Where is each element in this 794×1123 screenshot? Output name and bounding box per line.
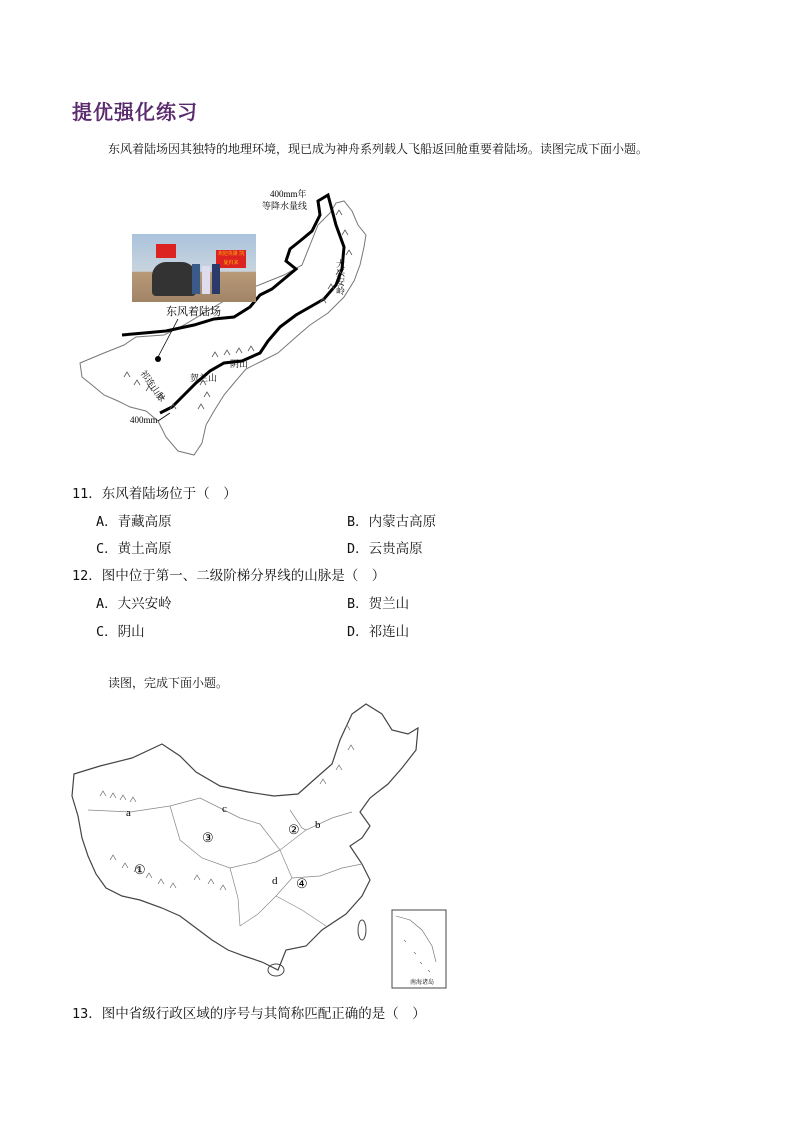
landing-site-dot — [155, 356, 161, 362]
map-inner-mongolia — [74, 185, 374, 465]
label-c: c — [222, 803, 227, 815]
isohyet-label-2: 等降水量线 — [262, 201, 308, 211]
intro-2: 读图，完成下面小题。 — [108, 676, 229, 690]
question-12-stem: 12．图中位于第一、二级阶梯分界线的山脉是（ ） — [72, 568, 386, 584]
question-12-option-c[interactable]: C．阴山 — [96, 624, 145, 640]
inset-label: 南海诸岛 — [410, 980, 435, 986]
south-china-sea-inset — [392, 910, 446, 988]
isohyet-label-1: 400mm年 — [270, 189, 307, 199]
question-11-stem: 11．东风着陆场位于（ ） — [72, 486, 237, 502]
label-1: ① — [134, 862, 146, 877]
question-12-option-b[interactable]: B．贺兰山 — [347, 596, 410, 612]
label-qilianshan: 祁连山脉 — [138, 368, 168, 404]
return-capsule — [152, 262, 196, 296]
label-landing-site: 东风着陆场 — [166, 306, 221, 318]
label-2: ② — [288, 822, 300, 837]
question-13-stem: 13．图中省级行政区域的序号与其简称匹配正确的是（ ） — [72, 1006, 426, 1022]
label-4: ④ — [296, 876, 308, 891]
question-11-option-a[interactable]: A．青藏高原 — [96, 514, 172, 530]
hainan-island — [268, 964, 284, 976]
section-title: 提优强化练习 — [72, 100, 198, 124]
label-400mm: 400mm — [130, 415, 158, 425]
question-11-option-d[interactable]: D．云贵高原 — [347, 541, 423, 557]
taiwan-island — [358, 920, 366, 940]
question-12-option-d[interactable]: D．祁连山 — [347, 624, 410, 640]
label-a: a — [126, 807, 131, 819]
label-helanshan: 贺兰山 — [190, 373, 218, 383]
landing-pointer — [158, 319, 178, 357]
label-yinshan: 阴山 — [230, 359, 249, 369]
label-b: b — [315, 819, 321, 831]
question-11-option-b[interactable]: B．内蒙古高原 — [347, 514, 437, 530]
question-12-option-a[interactable]: A．大兴安岭 — [96, 596, 172, 612]
label-3: ③ — [202, 830, 214, 845]
map-china — [70, 700, 450, 990]
flag-icon — [156, 244, 176, 258]
label-daxinganling: 大兴安岭 — [335, 259, 345, 295]
question-11-option-c[interactable]: C．黄土高原 — [96, 541, 172, 557]
landing-photo — [132, 234, 256, 302]
label-d: d — [272, 875, 278, 887]
intro-paragraph: 东风着陆场因其独特的地理环境，现已成为神舟系列载人飞船返回舱重要着陆场。读图完成下面小题。 — [108, 142, 649, 156]
banner: 欢迎英雄 凯旋归来 — [217, 251, 245, 266]
